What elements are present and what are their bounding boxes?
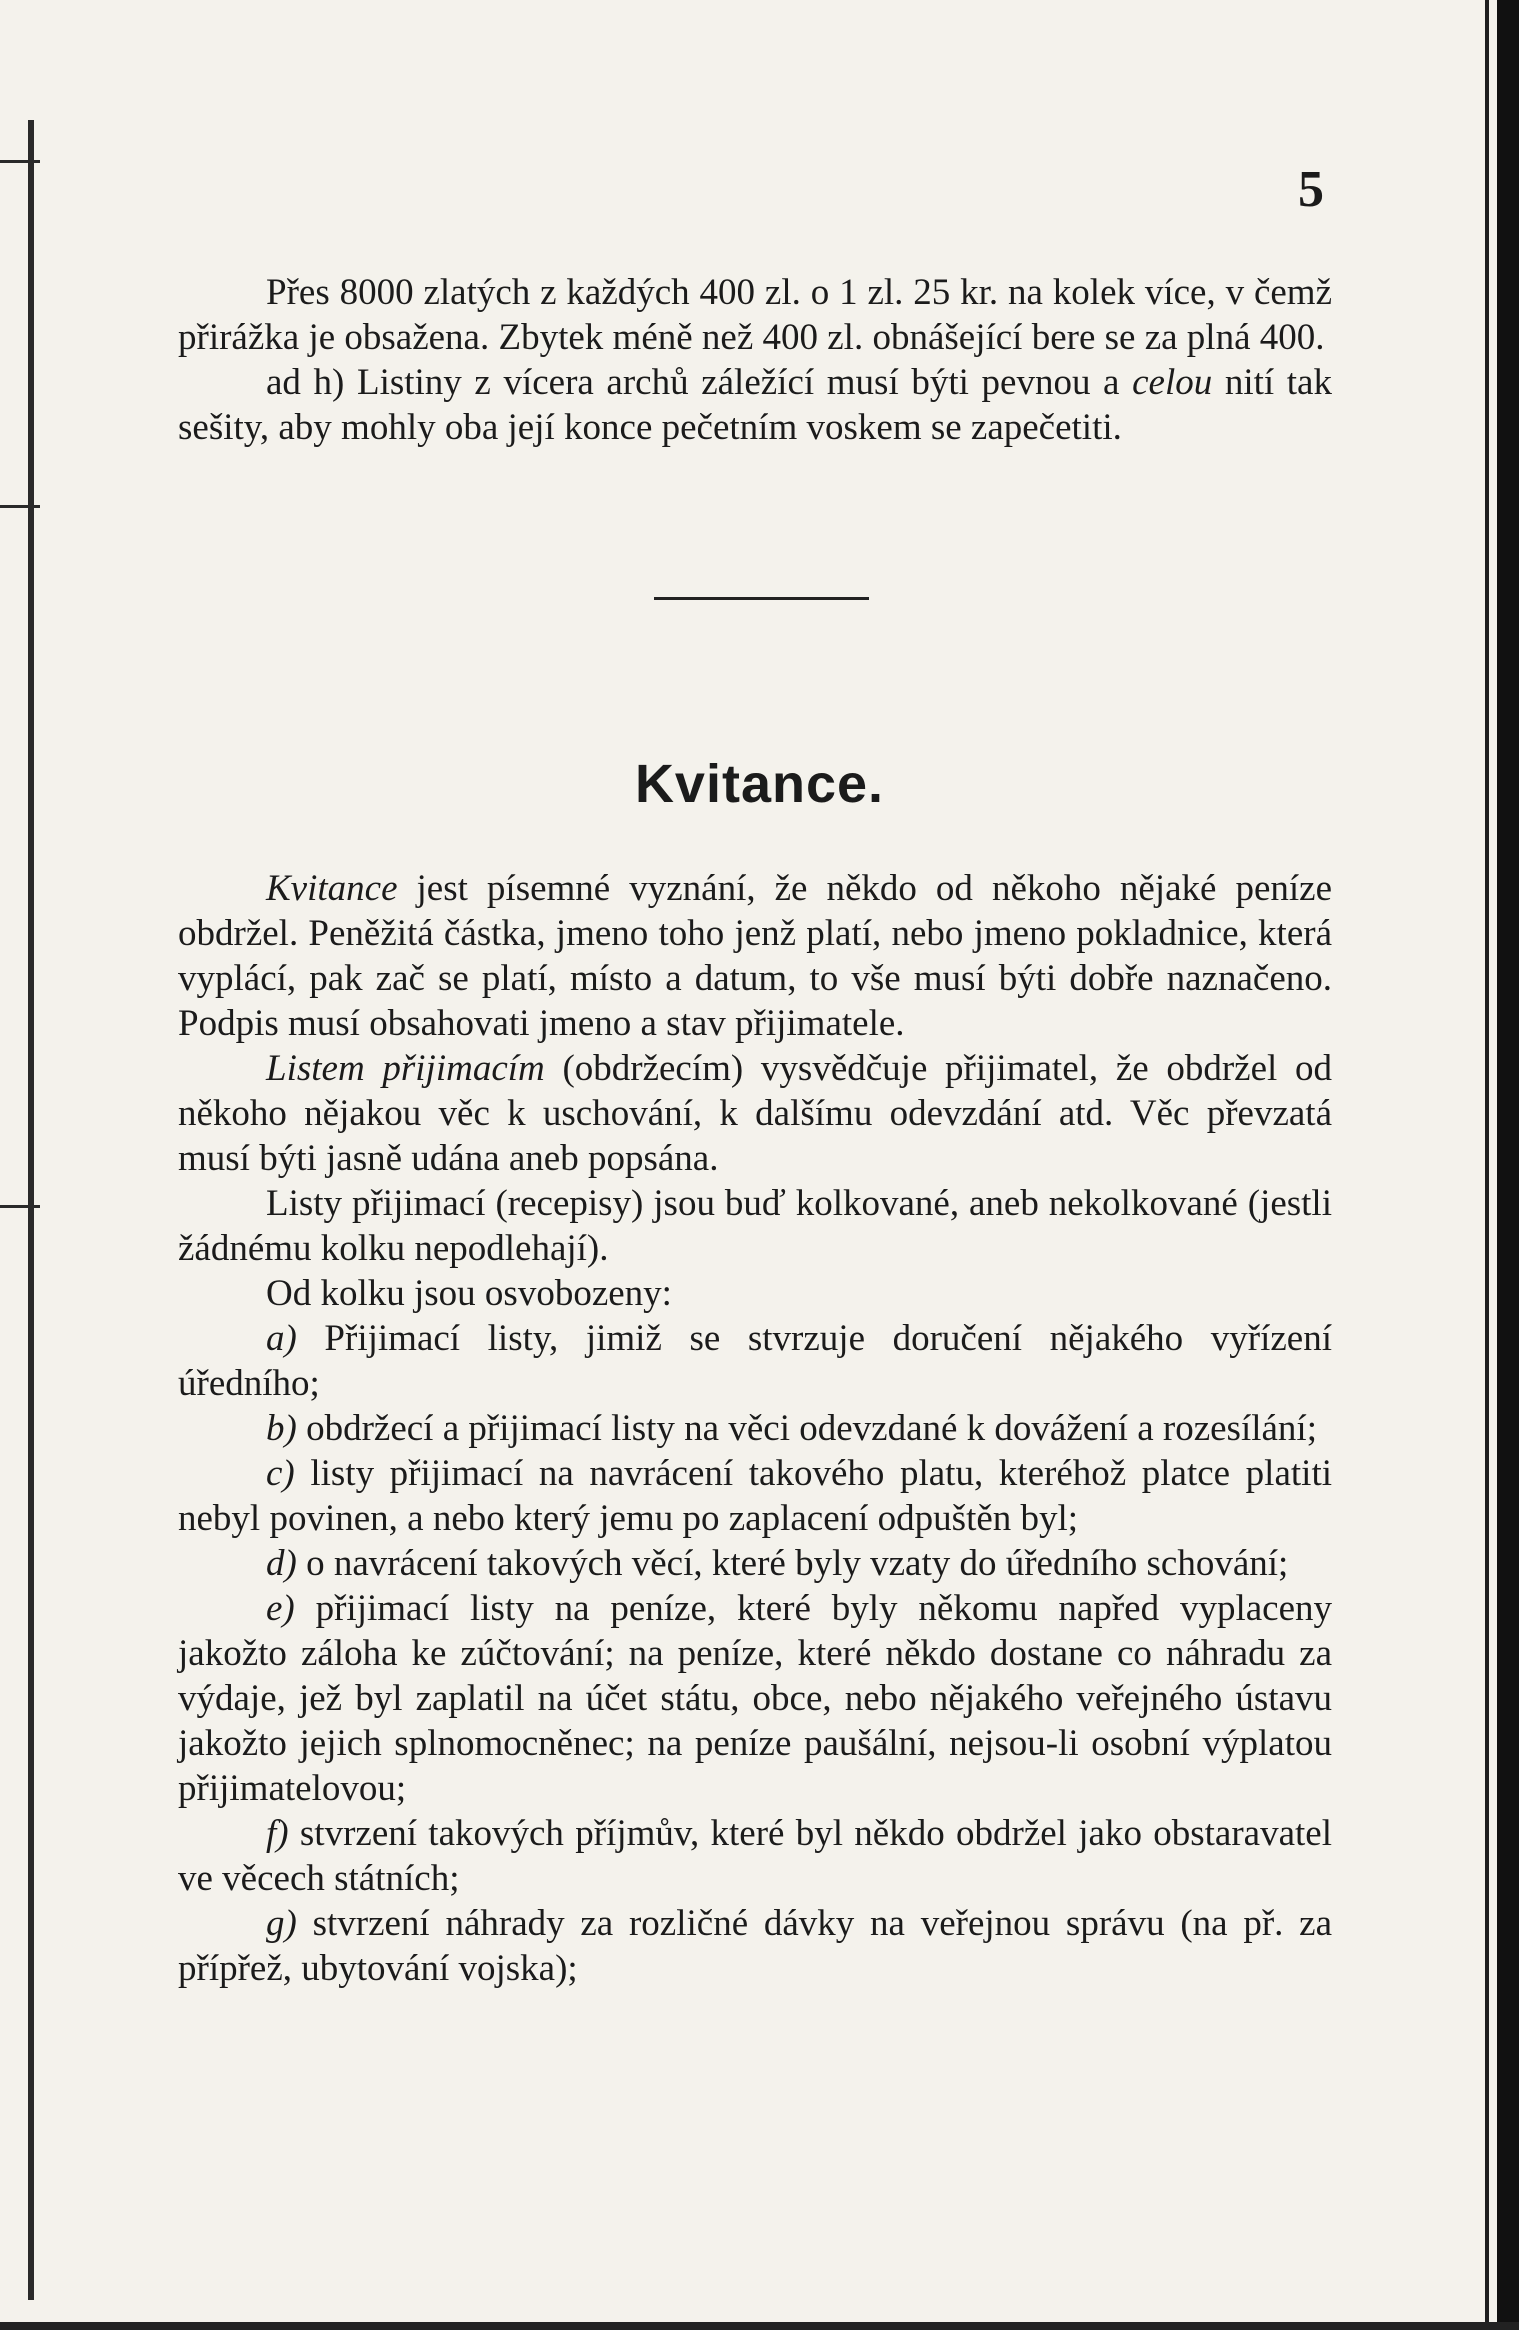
emphasis-text: Listem přijimacím: [266, 1048, 545, 1089]
exemption-item: [178, 1901, 1332, 1991]
section-paragraph: [178, 1046, 1332, 1181]
binding-line: [28, 120, 34, 2300]
page-edge: [1497, 0, 1519, 2330]
section-paragraph: [178, 866, 1332, 1046]
section-text: [178, 866, 1332, 1991]
emphasis-text: celou: [1132, 362, 1213, 403]
item-label: a): [266, 1318, 297, 1359]
exemption-text: stvrzení takových příjmův, které byl někdo obdržel jako obstaravatel ve věcech státních;: [178, 1813, 1332, 1899]
paragraph-text: Listy přijimací (recepisy) jsou buď kolkované, aneb nekolkované (jestli žádnému kolku nepodlehají).: [178, 1183, 1332, 1269]
paragraph-text: (obdržecím) vysvědčuje přijimatel, že obdržel od někoho nějakou věc k uschování, k dalšímu odevzdání atd. Věc převzatá musí býti jasně udána aneb popsána.: [178, 1048, 1332, 1179]
item-label: ad h): [266, 362, 345, 403]
exemption-item: [178, 1541, 1332, 1586]
page-bottom-edge: [0, 2322, 1519, 2330]
exemption-text: listy přijimací na navrácení takového platu, kteréhož platce platiti nebyl povinen, a nebo který jemu po zaplacení odpuštěn byl;: [178, 1453, 1332, 1539]
paragraph-text: jest písemné vyznání, že někdo od někoho nějaké peníze obdržel. Peněžitá částka, jmeno toho jenž platí, nebo jmeno pokladnice, která vyplácí, pak zač se platí, místo a datum, to vše musí býti dobře naznačeno. Podpis musí obsahovati jmeno a stav přijimatele.: [178, 868, 1332, 1044]
item-label: d): [266, 1543, 297, 1584]
section-paragraph: [178, 1271, 1332, 1316]
item-label: g): [266, 1903, 297, 1944]
paragraph-text: Od kolku jsou osvobozeny:: [266, 1273, 672, 1314]
intro-paragraph-text: Listiny z vícera archů záležící musí býti pevnou a: [344, 362, 1133, 403]
section-divider: [654, 597, 869, 600]
page-edge-line: [1485, 0, 1489, 2330]
intro-text: [178, 270, 1332, 450]
intro-paragraph-text: Přes 8000 zlatých z každých 400 zl. o 1 zl. 25 kr. na kolek více, v čemž přirážka je obsažena. Zbytek méně než 400 zl. obnášející bere se za plná 400.: [178, 272, 1332, 358]
exemption-item: [178, 1586, 1332, 1811]
exemption-item: [178, 1451, 1332, 1541]
item-label: e): [266, 1588, 295, 1629]
exemption-item: [178, 1811, 1332, 1901]
exemption-text: Přijimací listy, jimiž se stvrzuje doručení nějakého vyřízení úředního;: [178, 1318, 1332, 1404]
item-label: c): [266, 1453, 295, 1494]
intro-paragraph-text: nití tak sešity, aby mohly oba její konce pečetním voskem se zapečetiti.: [178, 362, 1332, 448]
exemption-text: stvrzení náhrady za rozličné dávky na veřejnou správu (na př. za přípřež, ubytování vojska);: [178, 1903, 1332, 1989]
intro-paragraph: [178, 360, 1332, 450]
section-paragraph: [178, 1181, 1332, 1271]
section-heading: Kvitance.: [634, 754, 885, 814]
exemption-item: [178, 1316, 1332, 1406]
binding-tick: [0, 1205, 40, 1208]
item-label: f): [266, 1813, 289, 1854]
page-number: 5: [1298, 161, 1324, 218]
exemption-text: obdržecí a přijimací listy na věci odevzdané k dovážení a rozesílání;: [296, 1408, 1317, 1449]
exemption-text: o navrácení takových věcí, které byly vzaty do úředního schování;: [296, 1543, 1289, 1584]
exemption-text: přijimací listy na peníze, které byly někomu napřed vyplaceny jakožto záloha ke zúčtování; na peníze, které někdo dostane co náhradu za výdaje, jež byl zaplatil na účet státu, obce, nebo nějakého veřejného ústavu jakožto jejich splnomocněnec; na peníze paušální, nejsou-li osobní výplatou přijimatelovou;: [178, 1588, 1332, 1809]
binding-tick: [0, 160, 40, 163]
item-label: b): [266, 1408, 297, 1449]
binding-tick: [0, 505, 40, 508]
emphasis-text: Kvitance: [266, 868, 398, 909]
intro-paragraph: [178, 270, 1332, 360]
exemption-item: [178, 1406, 1332, 1451]
